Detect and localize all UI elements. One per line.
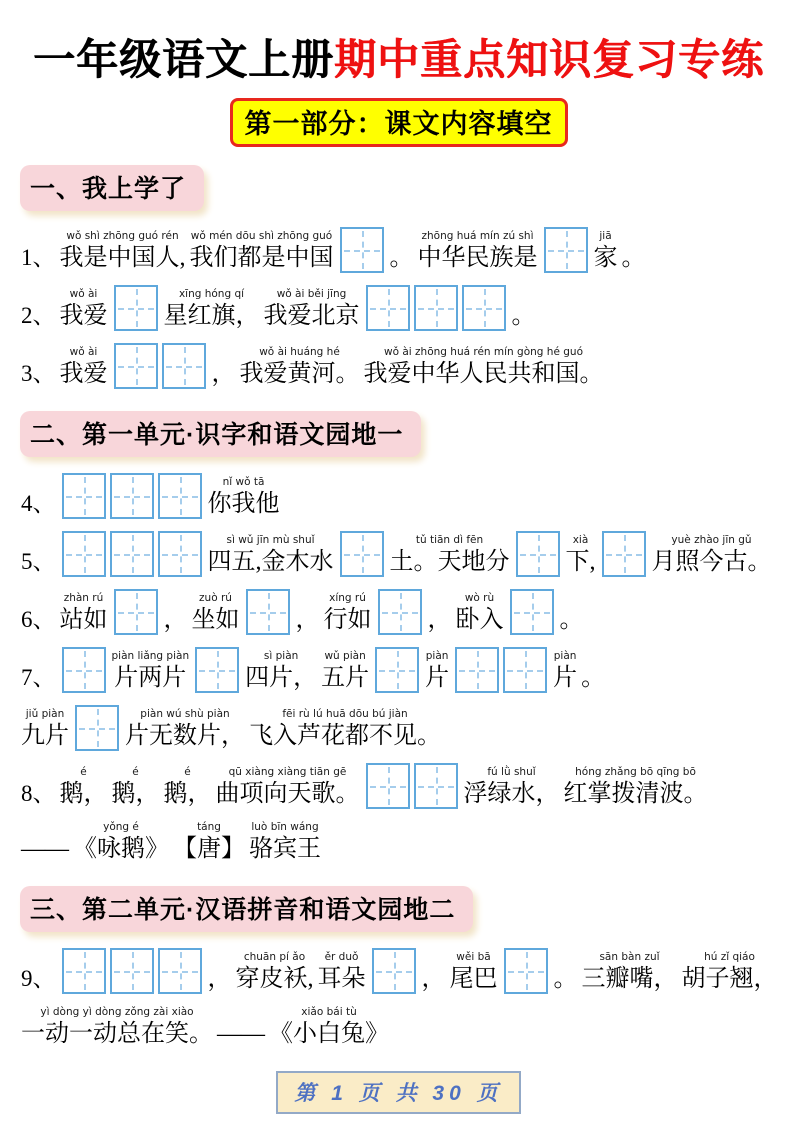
char-group (389, 534, 511, 577)
text-line (20, 343, 777, 389)
char-group (553, 951, 579, 994)
pinyin-label: xiǎo bái tù (301, 1006, 357, 1018)
char-group (417, 230, 539, 273)
answer-box-group (372, 948, 416, 994)
answer-box (602, 531, 646, 577)
answer-box (544, 227, 588, 273)
pinyin-label: wǒ ài huáng hé (259, 346, 340, 358)
box-guide-horizontal (66, 971, 102, 973)
answer-box-group (62, 473, 202, 519)
char-group (421, 951, 447, 994)
pinyin-label: zhàn rú (63, 592, 104, 604)
hanzi-text: 鹅， (163, 781, 212, 807)
char-group (207, 476, 281, 519)
text-line (20, 705, 777, 751)
char-group (565, 534, 597, 577)
answer-box-group (544, 227, 588, 273)
hanzi-text: 四片， (245, 665, 318, 691)
char-group (59, 230, 187, 273)
char-group (263, 288, 361, 331)
answer-box (110, 948, 154, 994)
pinyin-label: sì piàn (263, 650, 299, 662)
pinyin-label: wǒ shì zhōng guó rén (66, 230, 179, 242)
char-group (427, 592, 453, 635)
pinyin-label: jiā (599, 230, 612, 242)
char-group (20, 1006, 214, 1049)
text-line (20, 473, 777, 519)
pinyin-label: wěi bā (456, 951, 491, 963)
text-line (20, 821, 777, 864)
hanzi-text: 胡子翘， (681, 966, 778, 992)
char-group (581, 951, 679, 994)
box-guide-horizontal (79, 728, 115, 730)
box-guide-horizontal (459, 670, 495, 672)
answer-box (246, 589, 290, 635)
answer-box (158, 948, 202, 994)
pinyin-label: qū xiàng xiàng tiān gē (228, 766, 347, 778)
box-guide-horizontal (250, 612, 286, 614)
answer-box-group (62, 647, 106, 693)
box-guide-horizontal (162, 554, 198, 556)
answer-box-group (114, 285, 158, 331)
hanzi-text: 星红旗， (163, 303, 260, 329)
answer-box-group (366, 763, 458, 809)
answer-box-group (455, 647, 547, 693)
answer-box (62, 647, 106, 693)
hanzi-text: 浮绿水， (463, 781, 560, 807)
hanzi-text: 8、 (21, 781, 56, 806)
text-line (20, 531, 777, 577)
box-guide-horizontal (344, 554, 380, 556)
answer-box (375, 647, 419, 693)
char-group (207, 951, 233, 994)
char-group (593, 230, 619, 273)
answer-box (503, 647, 547, 693)
pinyin-label: wò rù (464, 592, 495, 604)
hanzi-text: 《咏鹅》 (73, 836, 169, 862)
hanzi-text: 家 (593, 245, 618, 271)
hanzi-text: 四五,金木水 (207, 549, 334, 575)
hanzi-text: 我爱 (59, 361, 108, 387)
hanzi-text: 《小白兔》 (269, 1021, 389, 1047)
answer-box (414, 763, 458, 809)
pinyin-label: xià (572, 534, 589, 546)
part-header: 第一部分：课文内容填空 (230, 98, 568, 147)
answer-box-group (366, 285, 506, 331)
hanzi-text: 站如 (59, 607, 108, 633)
pinyin-label: zuò rú (199, 592, 232, 604)
hanzi-text: 我爱黄河。 (239, 361, 360, 387)
char-group (72, 821, 170, 864)
hanzi-text: 。 (553, 966, 578, 992)
hanzi-text: 鹅， (111, 781, 160, 807)
hanzi-text: 我爱北京 (263, 303, 360, 329)
pinyin-label: piàn (553, 650, 577, 662)
char-group (651, 534, 773, 577)
answer-box (414, 285, 458, 331)
answer-box-group (62, 531, 202, 577)
char-group (363, 346, 605, 389)
hanzi-text: 红掌拨清波。 (563, 781, 708, 807)
answer-box-group (510, 589, 554, 635)
box-guide-horizontal (66, 496, 102, 498)
answer-box (340, 531, 384, 577)
text-line (20, 647, 777, 693)
char-group (424, 650, 450, 693)
answer-box-group (114, 589, 158, 635)
box-guide-horizontal (508, 971, 544, 973)
char-group (124, 708, 246, 751)
answer-box (62, 473, 106, 519)
hanzi-text: 3、 (21, 361, 56, 386)
box-guide-horizontal (114, 554, 150, 556)
char-group (111, 650, 191, 693)
answer-box (340, 227, 384, 273)
answer-box-group (340, 531, 384, 577)
pinyin-label: hóng zhǎng bō qīng bō (575, 766, 696, 778)
line-number (20, 534, 57, 577)
char-group (239, 346, 361, 389)
pinyin-label: xíng rú (329, 592, 366, 604)
hanzi-text: 片两片 (114, 665, 187, 691)
box-guide-horizontal (118, 366, 154, 368)
hanzi-text: 飞入芦花都不见。 (249, 723, 441, 749)
answer-box (366, 285, 410, 331)
page-title-black: 一年级语文上册 (32, 36, 334, 83)
char-group (563, 766, 709, 809)
char-group (189, 230, 335, 273)
pinyin-label: piàn wú shù piàn (140, 708, 230, 720)
pinyin-label: luò bīn wáng (251, 821, 319, 833)
hanzi-text: 土。天地分 (389, 549, 510, 575)
box-guide-horizontal (418, 786, 454, 788)
answer-box (510, 589, 554, 635)
pinyin-label: táng (197, 821, 221, 833)
box-guide-horizontal (606, 554, 642, 556)
hanzi-text: 片 (553, 665, 578, 691)
hanzi-text: 5、 (21, 549, 56, 574)
char-group (216, 1006, 266, 1049)
hanzi-text: 。 (581, 665, 606, 691)
char-group (163, 766, 213, 809)
answer-box (114, 343, 158, 389)
char-group (455, 592, 505, 635)
hanzi-text: 卧入 (455, 607, 504, 633)
answer-box (455, 647, 499, 693)
pinyin-label: wǒ ài (69, 346, 98, 358)
answer-box (110, 473, 154, 519)
char-group (248, 821, 322, 864)
page-number-badge: 第 1 页 共 30 页 (276, 1071, 520, 1114)
char-group (449, 951, 499, 994)
answer-box (516, 531, 560, 577)
section-header: 三、第二单元·汉语拼音和语文园地二 (20, 886, 473, 932)
hanzi-text: 【唐】 (173, 836, 245, 862)
pinyin-label: ěr duǒ (324, 951, 359, 963)
hanzi-text: —— (217, 1021, 265, 1047)
hanzi-text: 坐如 (191, 607, 240, 633)
hanzi-text: —— (21, 836, 69, 862)
pinyin-label: wǒ mén dōu shì zhōng guó (190, 230, 333, 242)
char-group (389, 230, 415, 273)
box-guide-horizontal (66, 670, 102, 672)
pinyin-label: wǒ ài (69, 288, 98, 300)
answer-box-group (375, 647, 419, 693)
pinyin-label: xīng hóng qí (178, 288, 245, 300)
part-header-row (20, 98, 777, 147)
section-header-row (20, 876, 777, 938)
hanzi-text: 。 (621, 245, 646, 271)
char-group (163, 288, 261, 331)
char-group (323, 592, 373, 635)
pinyin-label: fú lǜ shuǐ (487, 766, 536, 778)
answer-box (504, 948, 548, 994)
pinyin-label: piàn (425, 650, 449, 662)
box-guide-horizontal (520, 554, 556, 556)
text-line (20, 285, 777, 331)
pinyin-label: yǒng é (103, 821, 139, 833)
pinyin-label: yuè zhào jīn gǔ (671, 534, 752, 546)
hanzi-text: 五片 (321, 665, 370, 691)
text-line (20, 589, 777, 635)
pinyin-label: jiǔ piàn (25, 708, 65, 720)
page-title-red: 期中重点知识复习专练 (334, 36, 765, 83)
answer-box-group (195, 647, 239, 693)
hanzi-text: 下, (565, 549, 596, 575)
char-group (59, 766, 109, 809)
hanzi-text: 片 (425, 665, 450, 691)
hanzi-text: 我爱中华人民共和国。 (363, 361, 604, 387)
pinyin-label: wǒ ài zhōng huá rén mín gòng hé guó (384, 346, 583, 358)
answer-box (75, 705, 119, 751)
box-guide-horizontal (114, 496, 150, 498)
hanzi-text: ， (427, 607, 452, 633)
answer-box (372, 948, 416, 994)
text-line (20, 763, 777, 809)
pinyin-label: é (132, 766, 139, 778)
char-group (580, 650, 606, 693)
answer-box-group (602, 531, 646, 577)
answer-box-group (62, 948, 202, 994)
text-line (20, 227, 777, 273)
box-guide-horizontal (548, 250, 584, 252)
section-header: 一、我上学了 (20, 165, 204, 211)
answer-box (462, 285, 506, 331)
char-group (559, 592, 585, 635)
answer-box (62, 531, 106, 577)
line-number (20, 951, 57, 994)
answer-box (62, 948, 106, 994)
char-group (111, 766, 161, 809)
hanzi-text: 三瓣嘴， (581, 966, 678, 992)
char-group (317, 951, 367, 994)
hanzi-text: 片无数片， (125, 723, 245, 749)
pinyin-label: sì wǔ jīn mù shuǐ (226, 534, 315, 546)
hanzi-text: 。 (389, 245, 414, 271)
footer-row (20, 1071, 777, 1114)
hanzi-text: 2、 (21, 303, 56, 328)
line-number (20, 288, 57, 331)
char-group (207, 534, 335, 577)
hanzi-text: ， (421, 966, 446, 992)
answer-box (114, 589, 158, 635)
box-guide-horizontal (379, 670, 415, 672)
line-number (20, 346, 57, 389)
hanzi-text: 7、 (21, 665, 56, 690)
char-group (59, 592, 109, 635)
char-group (191, 592, 241, 635)
box-guide-horizontal (370, 786, 406, 788)
hanzi-text: 曲项向天歌。 (215, 781, 360, 807)
box-guide-horizontal (370, 308, 406, 310)
section-header-row (20, 155, 777, 217)
box-guide-horizontal (199, 670, 235, 672)
hanzi-text: ， (211, 361, 236, 387)
section-header: 二、第一单元·识字和语文园地一 (20, 411, 421, 457)
pinyin-label: nǐ wǒ tā (222, 476, 265, 488)
box-guide-horizontal (466, 308, 502, 310)
hanzi-text: 4、 (21, 491, 56, 516)
answer-box-group (378, 589, 422, 635)
pinyin-label: piàn liǎng piàn (111, 650, 190, 662)
hanzi-text: 。 (511, 303, 536, 329)
box-guide-horizontal (66, 554, 102, 556)
box-guide-horizontal (376, 971, 412, 973)
box-guide-horizontal (162, 496, 198, 498)
answer-box (110, 531, 154, 577)
pinyin-label: fēi rù lú huā dōu bú jiàn (282, 708, 408, 720)
line-number (20, 592, 57, 635)
pinyin-label: chuān pí ǎo (243, 951, 306, 963)
answer-box (366, 763, 410, 809)
pinyin-label: wǒ ài běi jīng (276, 288, 347, 300)
pinyin-label: hú zǐ qiáo (704, 951, 755, 963)
char-group (320, 650, 370, 693)
hanzi-text: 行如 (323, 607, 372, 633)
box-guide-horizontal (118, 308, 154, 310)
char-group (20, 708, 70, 751)
hanzi-text: 我们都是中国 (189, 245, 334, 271)
answer-box-group (516, 531, 560, 577)
text-line (20, 1006, 777, 1049)
answer-box-group (504, 948, 548, 994)
line-number (20, 766, 57, 809)
char-group (621, 230, 647, 273)
answer-box-group (246, 589, 290, 635)
box-guide-horizontal (418, 308, 454, 310)
box-guide-horizontal (514, 612, 550, 614)
char-group (681, 951, 779, 994)
char-group (244, 650, 318, 693)
hanzi-text: 耳朵 (317, 966, 366, 992)
char-group (211, 346, 237, 389)
box-guide-horizontal (118, 612, 154, 614)
char-group (20, 821, 70, 864)
pinyin-label: tǔ tiān dì fēn (415, 534, 484, 546)
hanzi-text: 尾巴 (449, 966, 498, 992)
hanzi-text: 1、 (21, 245, 56, 270)
char-group (59, 346, 109, 389)
box-guide-horizontal (382, 612, 418, 614)
pinyin-label: yì dòng yì dòng zǒng zài xiào (40, 1006, 194, 1018)
box-guide-horizontal (166, 366, 202, 368)
section-header-row (20, 401, 777, 463)
char-group (235, 951, 315, 994)
text-line (20, 948, 777, 994)
hanzi-text: 鹅， (59, 781, 108, 807)
answer-box-group (114, 343, 206, 389)
char-group (552, 650, 578, 693)
hanzi-text: 我爱 (59, 303, 108, 329)
char-group (248, 708, 442, 751)
hanzi-text: 。 (559, 607, 584, 633)
hanzi-text: 九片 (21, 723, 69, 749)
char-group (511, 288, 537, 331)
pinyin-label: sān bàn zuǐ (599, 951, 660, 963)
char-group (295, 592, 321, 635)
answer-box (114, 285, 158, 331)
answer-box-group (75, 705, 119, 751)
pinyin-label: zhōng huá mín zú shì (421, 230, 534, 242)
hanzi-text: 中华民族是 (417, 245, 538, 271)
pinyin-label: wǔ piàn (324, 650, 366, 662)
line-number (20, 650, 57, 693)
page-title (20, 34, 777, 86)
pinyin-label: é (80, 766, 87, 778)
hanzi-text: 一动一动总在笑。 (21, 1021, 213, 1047)
pinyin-label: é (184, 766, 191, 778)
char-group (163, 592, 189, 635)
hanzi-text: ， (207, 966, 232, 992)
hanzi-text: 6、 (21, 607, 56, 632)
char-group (172, 821, 246, 864)
answer-box (158, 531, 202, 577)
box-guide-horizontal (162, 971, 198, 973)
hanzi-text: 我是中国人, (59, 245, 186, 271)
answer-box (378, 589, 422, 635)
answer-box (162, 343, 206, 389)
hanzi-text: ， (295, 607, 320, 633)
answer-box (195, 647, 239, 693)
hanzi-text: 穿皮袄, (235, 966, 314, 992)
hanzi-text: 你我他 (207, 491, 280, 517)
answer-box-group (340, 227, 384, 273)
char-group (59, 288, 109, 331)
line-number (20, 230, 57, 273)
hanzi-text: 9、 (21, 966, 56, 991)
box-guide-horizontal (114, 971, 150, 973)
hanzi-text: ， (163, 607, 188, 633)
answer-box (158, 473, 202, 519)
hanzi-text: 月照今古。 (651, 549, 772, 575)
hanzi-text: 骆宾王 (249, 836, 321, 862)
char-group (463, 766, 561, 809)
worksheet-body (20, 155, 777, 1049)
line-number (20, 476, 57, 519)
char-group (215, 766, 361, 809)
char-group (268, 1006, 390, 1049)
box-guide-horizontal (344, 250, 380, 252)
box-guide-horizontal (507, 670, 543, 672)
